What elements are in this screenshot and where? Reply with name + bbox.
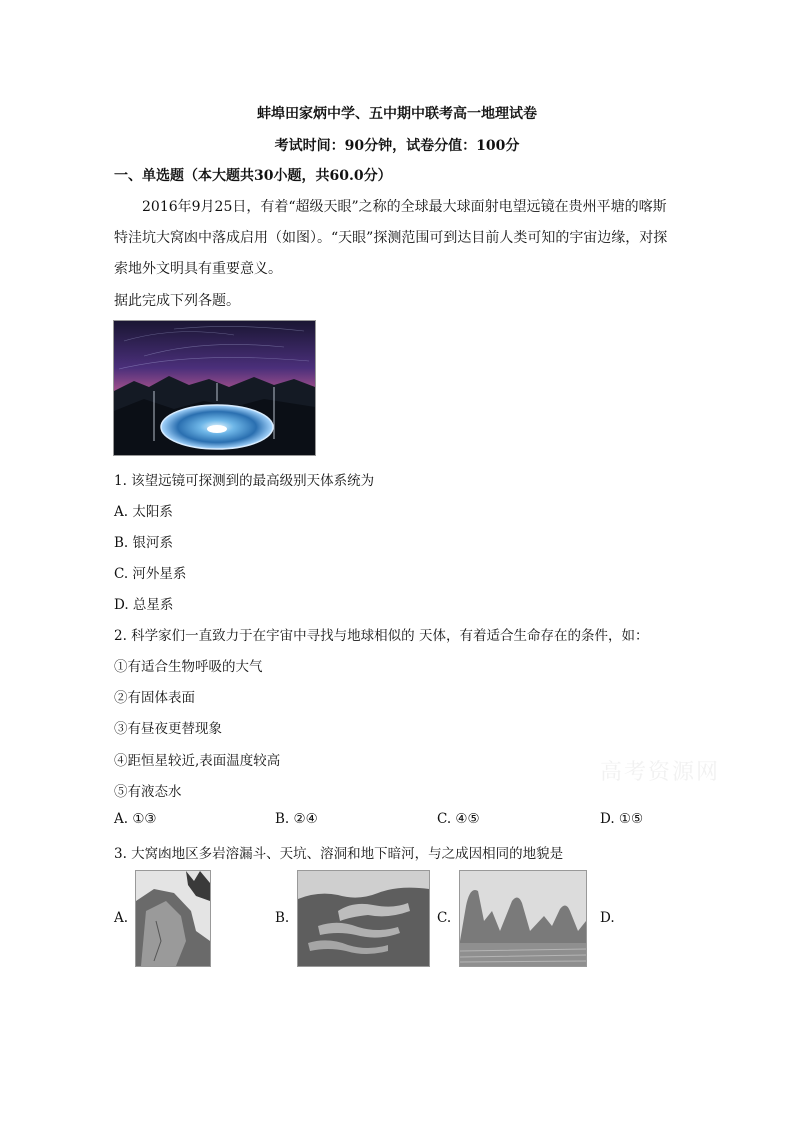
condition-item: ⑤有液态水 <box>114 784 182 800</box>
question-3-stem: 3. 大窝凼地区多岩溶漏斗、天坑、溶洞和地下暗河，与之成因相同的地貌是 <box>114 846 564 862</box>
option-3a[interactable]: A. <box>114 910 129 926</box>
condition-item: ③有昼夜更替现象 <box>114 721 222 737</box>
karst-photo <box>459 870 587 967</box>
condition-item: ②有固体表面 <box>114 690 195 706</box>
option-1b[interactable]: B. 银河系 <box>114 535 174 551</box>
condition-item: ①有适合生物呼吸的大气 <box>114 659 263 675</box>
option-3b[interactable]: B. <box>275 910 290 926</box>
exam-title: 蚌埠田家炳中学、五中期中联考高一地理试卷 <box>257 106 537 122</box>
option-1c[interactable]: C. 河外星系 <box>114 566 187 582</box>
option-3c[interactable]: C. <box>437 910 452 926</box>
intro-line: 索地外文明具有重要意义。 <box>114 261 282 277</box>
telescope-photo <box>113 320 316 456</box>
intro-line: 2016年9月25日，有着“超级天眼”之称的全球最大球面射电望远镜在贵州平塘的喀斯 <box>142 199 667 215</box>
question-1-stem: 1. 该望远镜可探测到的最高级别天体系统为 <box>114 473 375 489</box>
option-3d[interactable]: D. <box>600 910 615 926</box>
cliff-photo <box>135 870 211 967</box>
delta-photo <box>297 870 430 967</box>
option-1d[interactable]: D. 总星系 <box>114 597 174 613</box>
condition-item: ④距恒星较近,表面温度较高 <box>114 753 281 769</box>
instruction: 据此完成下列各题。 <box>114 293 240 309</box>
option-2c[interactable]: C. ④⑤ <box>437 811 480 827</box>
option-2a[interactable]: A. ①③ <box>114 811 157 827</box>
option-1a[interactable]: A. 太阳系 <box>114 504 173 520</box>
option-2d[interactable]: D. ①⑤ <box>600 811 644 827</box>
watermark: 高考资源网 <box>600 760 721 785</box>
question-2-stem: 2. 科学家们一直致力于在宇宙中寻找与地球相似的 天体，有着适合生命存在的条件，如： <box>114 628 649 644</box>
exam-subtitle: 考试时间：90分钟，试卷分值：100分 <box>274 138 520 154</box>
option-2b[interactable]: B. ②④ <box>275 811 318 827</box>
intro-line: 特洼坑大窝凼中落成启用（如图）。“天眼”探测范围可到达目前人类可知的宇宙边缘，对探 <box>114 230 668 246</box>
intro-paragraph <box>114 192 684 285</box>
section-heading: 一、单选题（本大题共30小题，共60.0分） <box>114 168 392 184</box>
